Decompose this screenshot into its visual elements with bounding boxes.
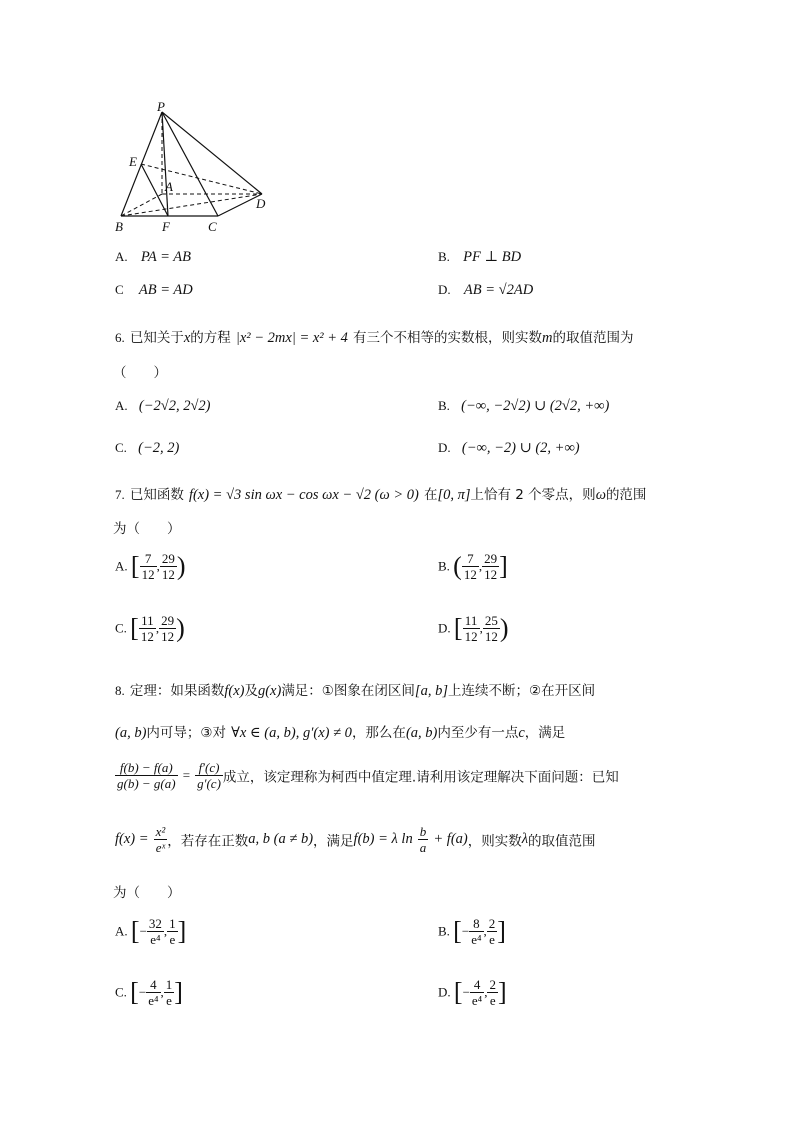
stem-text: 定理：如果函数: [129, 683, 225, 699]
denominator: 12: [161, 567, 175, 582]
numerator: 32: [148, 916, 162, 931]
math-expr: (a, b): [405, 725, 438, 741]
option-letter: B.: [438, 249, 450, 264]
bracket: [: [130, 977, 139, 1007]
edge-ef: [141, 164, 168, 216]
math-expr: f(b) = λ ln: [353, 831, 413, 847]
numerator: 11: [463, 613, 480, 629]
bracket: ): [499, 613, 509, 643]
q6-option-b[interactable]: [438, 398, 609, 415]
denominator: 12: [140, 629, 154, 644]
numerator: x²: [155, 824, 166, 839]
fraction: [139, 613, 156, 644]
label-p: P: [157, 99, 165, 114]
q6-option-d[interactable]: [438, 440, 580, 457]
fraction: [146, 977, 160, 1008]
stem-text: 满足：①图象在闭区间: [281, 683, 415, 699]
denominator: 12: [484, 629, 498, 644]
q8-line-2: [115, 721, 565, 742]
fraction: [115, 760, 178, 791]
question-number: 6.: [115, 330, 125, 345]
q8-line-4: [115, 824, 596, 855]
bracket: [: [453, 613, 463, 643]
math-expr: f(x) =: [115, 831, 149, 847]
option-letter: D.: [438, 282, 451, 297]
fraction: [140, 551, 157, 582]
label-b: B: [115, 219, 123, 234]
function-expr: f(x) = √3 sin ωx − cos ωx − √2 (ω > 0): [188, 487, 419, 503]
bracket: ): [176, 613, 185, 643]
numerator: 4: [470, 977, 484, 993]
interval: [0, π]: [437, 487, 471, 503]
label-f: F: [162, 219, 170, 234]
option-letter: C.: [115, 984, 127, 1000]
var-m: m: [542, 330, 553, 346]
math-expr: ∀x ∈ (a, b), g′(x) ≠ 0: [231, 725, 352, 741]
denominator: e: [166, 993, 172, 1008]
bracket: [: [130, 916, 140, 946]
option-expr: (−∞, −2) ∪ (2, +∞): [461, 440, 580, 456]
fraction: [154, 824, 168, 855]
option-expr: PA = AB: [140, 249, 191, 265]
option-expr: (−2, 2): [138, 440, 180, 456]
fraction: [462, 551, 479, 582]
denominator: 12: [464, 629, 478, 644]
denominator: g(b) − g(a): [117, 776, 176, 791]
option-letter: B.: [438, 558, 450, 574]
denominator: e: [169, 932, 176, 947]
numerator: 2: [489, 977, 496, 992]
q7-option-a[interactable]: A. [ $\frac{7}{12}$ , $\frac{29}{12}$ ): [115, 551, 186, 582]
stem-text: 内可导；③对: [146, 725, 227, 741]
bracket: [: [130, 551, 140, 581]
option-letter: D.: [438, 440, 451, 455]
option-letter: D.: [438, 620, 451, 636]
option-expr: AB = √2AD: [463, 282, 534, 298]
edge-pf: [162, 112, 168, 216]
numerator: f(b) − f(a): [115, 760, 178, 776]
bracket: ]: [497, 977, 507, 1007]
numerator: f′(c): [195, 760, 223, 776]
denominator: 12: [484, 567, 498, 582]
q7-option-d[interactable]: D. [ $\frac{11}{12}$ , $\frac{25}{12}$ ): [438, 613, 509, 644]
math-expr: (a, b): [115, 725, 147, 741]
q5-option-b[interactable]: [438, 249, 521, 266]
numerator: 7: [462, 551, 479, 567]
stem-text: 的取值范围为: [552, 330, 634, 346]
q5-option-c[interactable]: [115, 282, 193, 299]
stem-text: 的方程: [190, 330, 231, 346]
q8-paren: 为（ ）: [113, 885, 181, 901]
fraction: [470, 977, 484, 1008]
numerator: 2: [488, 916, 496, 931]
option-letter: C.: [115, 440, 127, 455]
var-x: x: [183, 330, 191, 346]
q6-option-c[interactable]: [115, 440, 179, 457]
fraction: [483, 613, 500, 644]
bracket: ]: [499, 551, 508, 581]
option-letter: B.: [438, 398, 450, 413]
q8-line-1: [115, 679, 595, 700]
label-e: E: [129, 154, 137, 169]
option-letter: A.: [115, 398, 128, 413]
bracket: (: [453, 551, 462, 581]
math-expr: g(x): [257, 683, 282, 699]
q8-option-a[interactable]: A. [− $\frac{32}{\text{e⁴}}$ , $\frac{1}{e}$ ]: [115, 916, 187, 947]
q8-option-d[interactable]: D. [− $\frac{4}{\text{e⁴}}$ , $\frac{2}{e}$ ]: [438, 977, 507, 1008]
stem-text: ，若存在正数: [167, 833, 249, 850]
bracket: [: [130, 613, 139, 643]
option-letter: A.: [115, 558, 128, 574]
bracket: ): [176, 551, 186, 581]
stem-text: ，那么在: [351, 725, 406, 741]
option-letter: A.: [115, 249, 128, 264]
q7-option-c[interactable]: C. [ $\frac{11}{12}$ , $\frac{29}{12}$ ): [115, 613, 185, 644]
q7-stem: [115, 483, 646, 504]
denominator: e⁴: [471, 932, 482, 947]
q7-paren: 为（ ）: [113, 521, 181, 537]
stem-text: ，则实数: [467, 833, 522, 850]
math-expr: a, b (a ≠ b): [248, 831, 314, 847]
numerator: 1: [169, 916, 176, 931]
stem-text: ，满足: [524, 725, 566, 741]
fraction: [469, 916, 483, 947]
bracket: ]: [497, 916, 506, 946]
numerator: b: [419, 824, 427, 839]
equals: =: [182, 767, 191, 783]
denominator: e: [489, 993, 496, 1008]
numerator: 11: [139, 613, 156, 629]
fraction: [167, 916, 178, 947]
option-letter: D.: [438, 984, 451, 1000]
option-expr: (−2√2, 2√2): [138, 398, 211, 414]
option-expr: (−∞, −2√2) ∪ (2√2, +∞): [461, 398, 610, 414]
stem-text: 在: [423, 487, 438, 503]
label-a: A: [165, 179, 173, 194]
var-c: c: [518, 725, 525, 741]
bracket: [: [453, 977, 463, 1007]
stem-text: 成立，该定理称为柯西中值定理.请利用该定理解决下面问题：已知: [222, 769, 619, 786]
q8-option-c[interactable]: C. [− $\frac{4}{\text{e⁴}}$ , $\frac{1}{e}$ ]: [115, 977, 183, 1008]
q7-option-b[interactable]: B. ( $\frac{7}{12}$ , $\frac{29}{12}$ ]: [438, 551, 508, 582]
q6-stem: [115, 326, 634, 347]
numerator: 29: [484, 551, 498, 566]
denominator: e⁴: [150, 932, 161, 947]
fraction: [164, 977, 175, 1008]
numerator: 1: [165, 977, 173, 992]
denominator: 12: [141, 567, 155, 582]
stem-text: 有三个不相等的实数根，则实数: [353, 330, 543, 346]
fraction: [482, 551, 499, 582]
fraction: [463, 613, 480, 644]
edge-pc: [162, 112, 218, 216]
numerator: 25: [484, 613, 498, 628]
option-expr: PF ⊥ BD: [463, 249, 522, 265]
fraction: [160, 551, 177, 582]
q5-option-a[interactable]: [115, 249, 191, 266]
math-expr: f(x): [224, 683, 245, 699]
denominator: a: [419, 840, 427, 855]
stem-text: 的取值范围: [528, 833, 596, 850]
q6-option-a[interactable]: [115, 398, 211, 415]
edge-ab: [121, 194, 162, 216]
stem-text: 内至少有一点: [437, 725, 519, 741]
fraction: [195, 760, 223, 791]
denominator: 12: [161, 629, 175, 644]
bracket: ]: [174, 977, 183, 1007]
q6-paren: （ ）: [113, 365, 167, 381]
stem-text: 的范围: [605, 487, 647, 503]
q8-option-b[interactable]: B. [− $\frac{8}{\text{e⁴}}$ , $\frac{2}{e}$ ]: [438, 916, 506, 947]
denominator: eˣ: [155, 840, 166, 855]
equation: |x² − 2mx| = x² + 4: [235, 330, 348, 346]
var-lambda: λ: [521, 831, 529, 847]
var-omega: ω: [595, 487, 606, 503]
stem-text: 已知函数: [129, 487, 184, 503]
bracket: [: [453, 916, 462, 946]
denominator: g′(c): [197, 776, 221, 791]
label-c: C: [208, 219, 217, 234]
math-expr: [a, b]: [414, 683, 448, 699]
option-letter: A.: [115, 923, 128, 939]
fraction: [418, 824, 429, 855]
fraction: [487, 916, 498, 947]
stem-text: 上恰有 2 个零点，则: [470, 487, 596, 503]
fraction: [159, 613, 176, 644]
option-expr: AB = AD: [138, 282, 193, 298]
stem-text: 及: [244, 683, 258, 699]
math-expr: + f(a): [433, 831, 468, 847]
pyramid-figure: [108, 98, 278, 236]
stem-text: 已知关于: [129, 330, 184, 346]
q8-line-3: [115, 760, 619, 791]
numerator: 7: [140, 551, 157, 567]
label-d: D: [256, 196, 266, 211]
denominator: 12: [463, 567, 477, 582]
question-number: 7.: [115, 487, 125, 502]
stem-text: 上连续不断；②在开区间: [447, 683, 596, 699]
numerator: 4: [146, 977, 160, 993]
option-letter: B.: [438, 923, 450, 939]
q5-option-d[interactable]: [438, 282, 533, 299]
option-letter: C: [115, 282, 124, 297]
stem-text: ，满足: [313, 833, 354, 850]
numerator: 29: [161, 551, 175, 566]
numerator: 8: [469, 916, 483, 932]
fraction: [487, 977, 498, 1008]
question-number: 8.: [115, 683, 125, 698]
bracket: ]: [177, 916, 187, 946]
option-letter: C.: [115, 620, 127, 636]
fraction: [147, 916, 164, 947]
denominator: e: [489, 932, 495, 947]
denominator: e⁴: [148, 993, 159, 1008]
numerator: 29: [161, 613, 175, 628]
denominator: e⁴: [471, 993, 483, 1008]
